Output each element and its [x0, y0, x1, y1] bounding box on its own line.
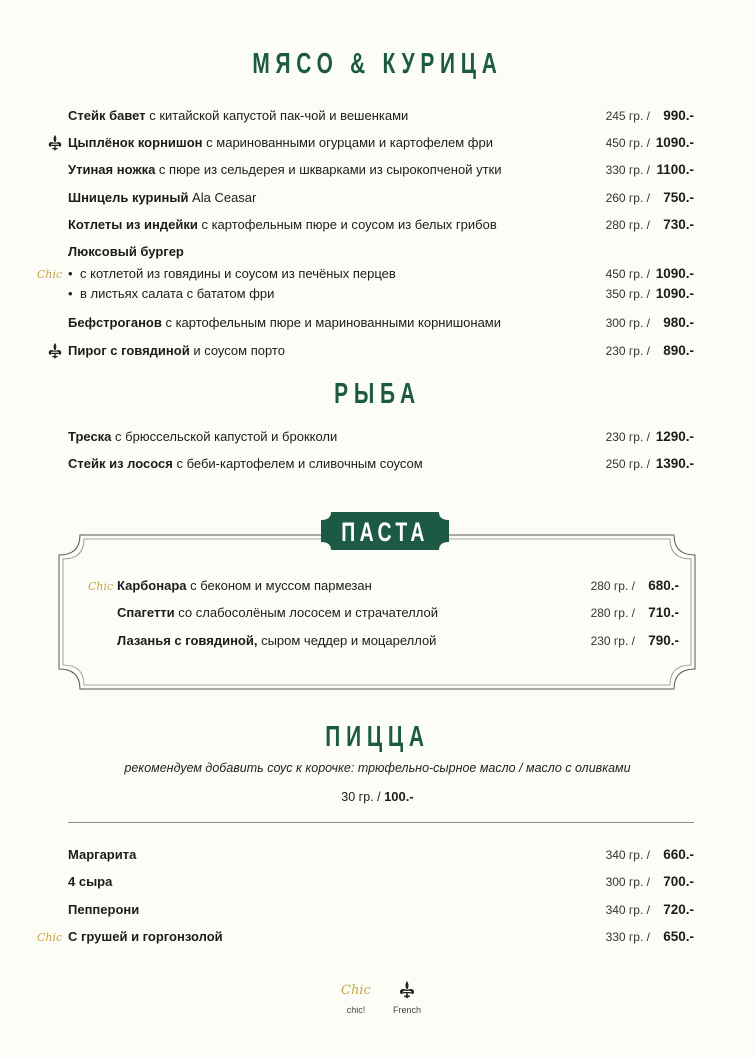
legend-chic-label: chic!: [346, 1005, 366, 1015]
dish-price: 990.-: [663, 108, 694, 123]
chic-badge: Chic: [37, 268, 63, 281]
dish-price: 660.-: [663, 847, 694, 862]
dish-price: 1290.-: [655, 429, 694, 444]
dish-weight: 250 гр. /: [605, 457, 650, 471]
pizza-sauce-price: [0, 789, 755, 804]
dish-price: 790.-: [648, 633, 679, 648]
dish-description: сыром чеддер и моцареллой: [257, 633, 437, 648]
section-title-pasta: ПАСТА: [341, 517, 429, 547]
dish-weight: 330 гр. /: [605, 930, 650, 944]
dish-price: 1090.-: [655, 135, 694, 150]
dish-name: Бефстроганов: [68, 315, 162, 330]
dish-price: 890.-: [663, 343, 694, 358]
chic-badge: Chic: [37, 931, 63, 944]
dish-price: 730.-: [663, 217, 694, 232]
legend-chic-mark: Chic: [341, 983, 371, 998]
menu-item: [68, 134, 694, 152]
dish-name: Утиная ножка: [68, 162, 156, 177]
dish-weight: 280 гр. /: [590, 606, 635, 620]
dish-weight: 280 гр. /: [590, 579, 635, 593]
dish-name: 4 сыра: [68, 874, 113, 889]
dish-weight: 280 гр. /: [605, 218, 650, 232]
dish-weight: 450 гр. /: [605, 136, 650, 150]
dish-weight: 300 гр. /: [605, 316, 650, 330]
dish-weight: 245 гр. /: [605, 109, 650, 123]
dish-price: 1090.-: [655, 286, 694, 301]
dish-name: Люксовый бургер: [68, 244, 184, 259]
dish-name: Пепперони: [68, 902, 140, 917]
dish-name: Пирог с говядиной: [68, 343, 190, 358]
menu-item: [68, 216, 694, 234]
menu-item: [117, 577, 679, 595]
fleur-de-lis-icon: [46, 134, 64, 152]
dish-name: Цыплёнок корнишон: [68, 135, 203, 150]
dish-weight: 340 гр. /: [605, 848, 650, 862]
menu-item: [68, 928, 694, 946]
dish-price: 720.-: [663, 902, 694, 917]
burger-variant: [68, 265, 694, 283]
dish-price: 1100.-: [656, 162, 694, 177]
dish-price: 710.-: [648, 605, 679, 620]
dish-price: 650.-: [663, 929, 694, 944]
variant-description: с котлетой из говядины и соусом из печёных перцев: [80, 266, 396, 281]
bullet: •: [68, 286, 73, 301]
dish-description: с маринованными огурцами и картофелем фри: [202, 135, 493, 150]
dish-weight: 450 гр. /: [605, 267, 650, 281]
dish-name: Стейк из лосося: [68, 456, 173, 471]
dish-description: со слабосолёным лососем и страчателлой: [174, 605, 438, 620]
dish-name: Котлеты из индейки: [68, 217, 198, 232]
dish-price: 700.-: [663, 874, 694, 889]
dish-description: с китайской капустой пак-чой и вешенками: [145, 108, 409, 123]
bullet: •: [68, 266, 73, 281]
dish-weight: 340 гр. /: [605, 903, 650, 917]
dish-description: с пюре из сельдерея и шкварками из сырокопченой утки: [155, 162, 502, 177]
dish-price: 1090.-: [655, 266, 694, 281]
dish-description: с картофельным пюре и маринованными корнишонами: [161, 315, 502, 330]
variant-description: в листьях салата с бататом фри: [80, 286, 275, 301]
section-title-pizza: ПИЦЦА: [325, 721, 430, 753]
menu-item: [68, 107, 694, 125]
menu-item: [68, 161, 694, 179]
dish-weight: 230 гр. /: [605, 430, 650, 444]
menu-item: [68, 428, 694, 446]
dish-name: Спагетти: [117, 605, 175, 620]
dish-description: Ala Ceasar: [188, 190, 257, 205]
pizza-recommendation: рекомендуем добавить соус к корочке: трюфельно-сырное масло / масло с оливками: [124, 761, 631, 775]
menu-item: [68, 342, 694, 360]
dish-price: 750.-: [663, 190, 694, 205]
menu-item: [68, 873, 694, 891]
dish-weight: 330 гр. /: [605, 163, 650, 177]
fleur-de-lis-icon: [397, 980, 417, 1000]
dish-description: с картофельным пюре и соусом из белых грибов: [197, 217, 497, 232]
dish-name: С грушей и горгонзолой: [68, 929, 223, 944]
sauce-price: 100.-: [384, 789, 414, 804]
divider: [68, 822, 694, 823]
dish-name: Треска: [68, 429, 112, 444]
menu-item: [117, 604, 679, 622]
dish-price: 680.-: [648, 578, 679, 593]
dish-description: с беби-картофелем и сливочным соусом: [172, 456, 423, 471]
dish-name: Лазанья с говядиной,: [117, 633, 258, 648]
dish-description: с брюссельской капустой и брокколи: [111, 429, 338, 444]
menu-item: [68, 455, 694, 473]
dish-name: Карбонара: [117, 578, 187, 593]
dish-weight: 230 гр. /: [590, 634, 635, 648]
dish-name: Маргарита: [68, 847, 137, 862]
menu-item: [68, 189, 694, 207]
section-title-fish: РЫБА: [334, 378, 421, 410]
dish-price: 980.-: [663, 315, 694, 330]
sauce-weight: 30 гр. /: [341, 790, 381, 804]
dish-weight: 230 гр. /: [605, 344, 650, 358]
dish-name: Стейк бавет: [68, 108, 146, 123]
burger-variant: [68, 285, 694, 303]
dish-weight: 260 гр. /: [605, 191, 650, 205]
dish-weight: 300 гр. /: [605, 875, 650, 889]
dish-weight: 350 гр. /: [605, 287, 650, 301]
section-title-meat: МЯСО & КУРИЦА: [252, 48, 503, 80]
menu-item: [68, 901, 694, 919]
menu-item: [68, 846, 694, 864]
legend-french-label: French: [392, 1005, 421, 1015]
fleur-de-lis-icon: [46, 342, 64, 360]
menu-item-burger: [68, 243, 694, 261]
chic-badge: Chic: [88, 580, 114, 593]
dish-price: 1390.-: [655, 456, 694, 471]
menu-item: [68, 314, 694, 332]
menu-item: [117, 632, 679, 650]
dish-name: Шницель куриный: [68, 190, 189, 205]
dish-description: с беконом и муссом пармезан: [186, 578, 372, 593]
dish-description: и соусом порто: [189, 343, 285, 358]
